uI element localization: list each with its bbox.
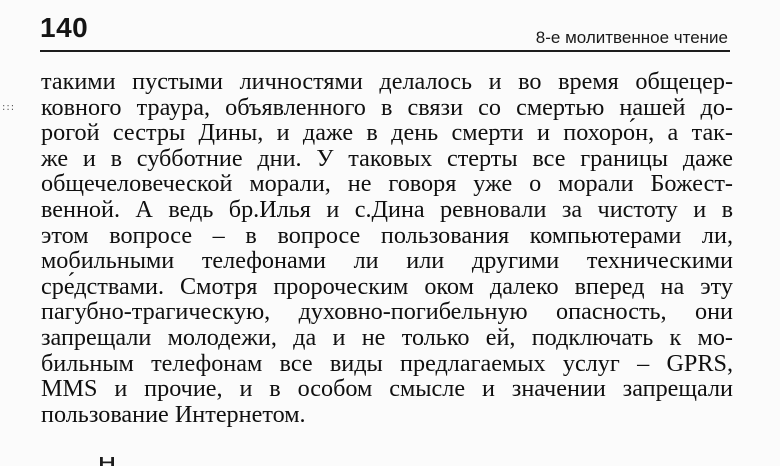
text-line-11: запрещали молодежи, да и не только ей, подключать к мо- (41, 323, 733, 351)
text-line-5: общечеловеческой морали, не говоря уже о морали Божест- (41, 170, 733, 198)
cut-off-next-line-fragment (100, 457, 120, 466)
text-line-13: MMS и прочие, и в особом смысле и значении запрещали (41, 375, 733, 403)
text-line-9: сре́дствами. Смотря пророческим оком далеко вперед на эту (41, 272, 733, 300)
text-line-14: пользование Интернетом. (41, 400, 306, 428)
text-line-1: такими пустыми личностями делалось и во время общецер- (41, 68, 733, 95)
text-line-6: венной. А ведь бр.Илья и с.Дина ревновали за чистоту и в (41, 195, 733, 223)
page-number: 140 (40, 12, 89, 43)
body-text (41, 69, 733, 427)
text-line-10: пагубно-трагическую, духовно-погибельную опасность, они (41, 298, 733, 326)
header-rule (40, 50, 730, 52)
text-line-4: же и в субботние дни. У таковых стерты все границы даже (41, 144, 733, 172)
running-head (40, 12, 730, 48)
section-title: 8-е молитвенное чтение (535, 28, 728, 47)
text-line-7: этом вопросе – в вопросе пользования компьютерами ли, (41, 221, 733, 249)
text-line-12: бильным телефонам все виды предлагаемых услуг – GPRS, (41, 349, 733, 377)
text-line-2: ковного траура, объявленного в связи со смертью нашей до- (41, 93, 733, 121)
text-line-3: рогой сестры Дины, и даже в день смерти и похоро́н, а так- (41, 119, 733, 147)
margin-dots: ::: (2, 102, 16, 113)
text-line-8: мобильными телефонами ли или другими техническими (41, 247, 733, 275)
